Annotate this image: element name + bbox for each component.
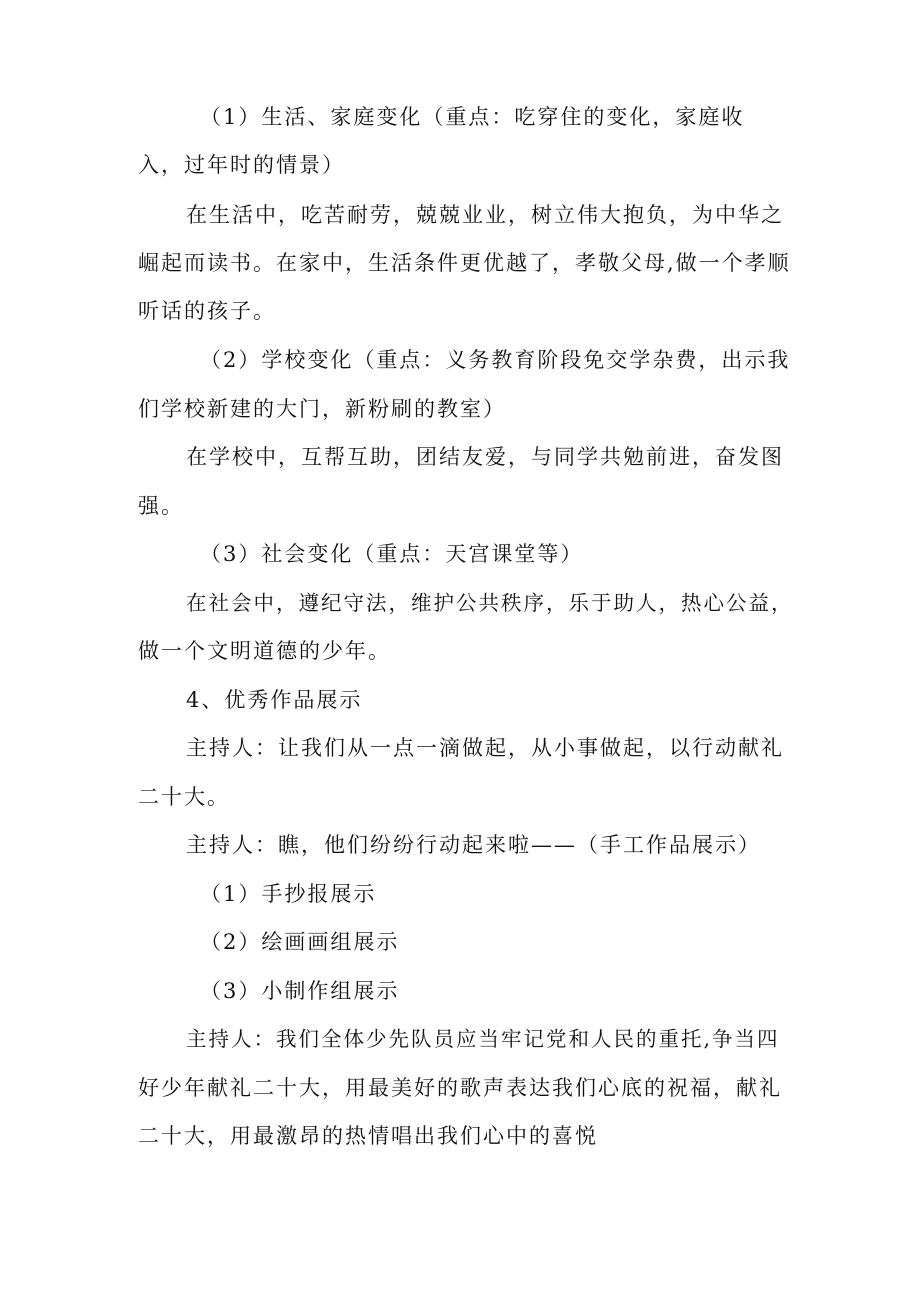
- paragraph-line: 主持人：瞧，他们纷纷行动起来啦——（手工作品展示）: [186, 833, 761, 857]
- paragraph-line: 强。: [138, 494, 184, 518]
- paragraph-line: （3）社会变化（重点：天宫课堂等）: [200, 542, 584, 566]
- paragraph-line: 在生活中，吃苦耐劳，兢兢业业，树立伟大抱负，为中华之: [186, 203, 784, 227]
- paragraph-line: 二十大。: [138, 785, 230, 809]
- paragraph-line: 好少年献礼二十大，用最美好的歌声表达我们心底的祝福，献礼: [138, 1076, 782, 1100]
- section-heading: 4、优秀作品展示: [186, 688, 363, 712]
- paragraph-line: 们学校新建的大门，新粉刷的教室）: [138, 397, 506, 421]
- paragraph-line: 主持人：让我们从一点一滴做起，从小事做起，以行动献礼: [186, 736, 784, 760]
- list-item: （2）绘画画组展示: [200, 930, 400, 954]
- paragraph-line: 在学校中，互帮互助，团结友爱，与同学共勉前进，奋发图: [186, 445, 784, 469]
- paragraph-line: 听话的孩子。: [138, 299, 276, 323]
- list-item: （3）小制作组展示: [200, 979, 400, 1003]
- paragraph-line: 做一个文明道德的少年。: [138, 639, 391, 663]
- list-item: （1）手抄报展示: [200, 882, 377, 906]
- paragraph-line: （2）学校变化（重点：义务教育阶段免交学杂费，出示我: [200, 348, 791, 372]
- paragraph-line: （1）生活、家庭变化（重点：吃穿住的变化，家庭收: [200, 105, 745, 129]
- paragraph-line: 二十大，用最激昂的热情唱出我们心中的喜悦: [138, 1124, 598, 1148]
- paragraph-line: 入，过年时的情景）: [138, 153, 345, 177]
- paragraph-line: 崛起而读书。在家中，生活条件更优越了，孝敬父母,做一个孝顺: [138, 251, 791, 275]
- paragraph-line: 主持人：我们全体少先队员应当牢记党和人民的重托,争当四: [186, 1027, 780, 1051]
- paragraph-line: 在社会中，遵纪守法，维护公共秩序，乐于助人，热心公益，: [186, 591, 794, 615]
